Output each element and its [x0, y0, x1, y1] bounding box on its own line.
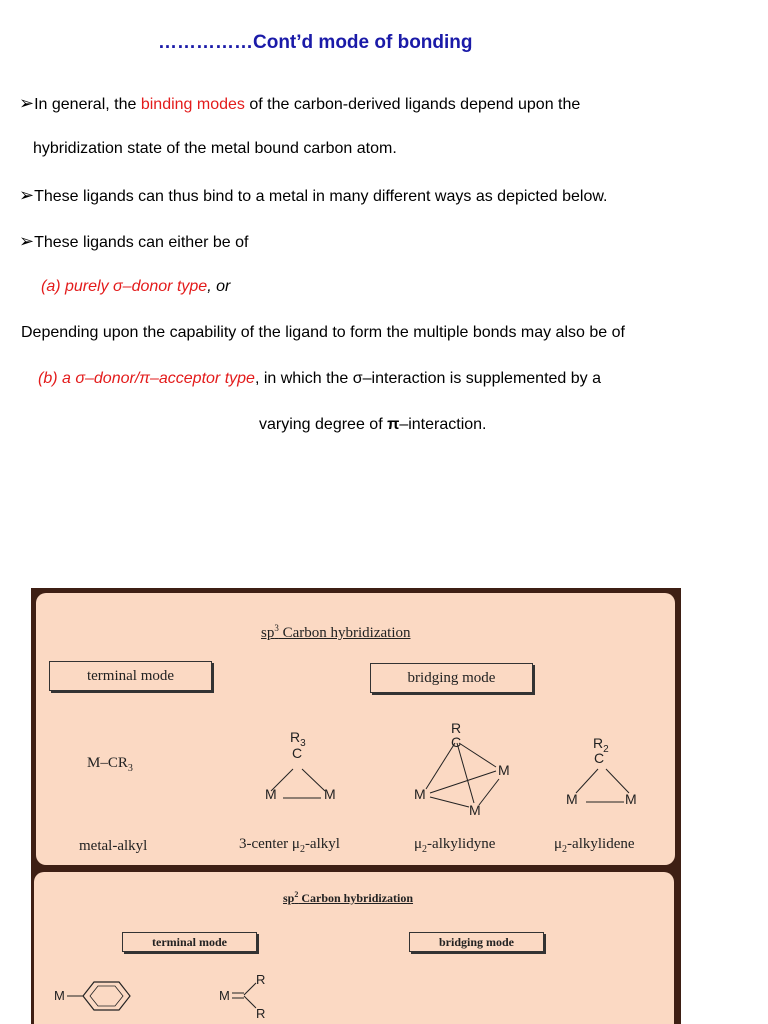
alkylidene-terminal-r-top: R [256, 972, 266, 987]
alkylidene-terminal-r-bottom: R [256, 1006, 266, 1021]
bullet-line-2 [19, 185, 607, 206]
arrow-bullet-icon: ➢ [19, 231, 35, 251]
three-center-m-right: M [324, 786, 336, 802]
sp2-terminal-mode-box: terminal mode [122, 932, 257, 952]
alkylidene-m-left: M [566, 791, 578, 807]
bullet-line-1 [19, 93, 580, 114]
option-a-line [41, 278, 230, 296]
alkylidene-sub: 2 [562, 844, 568, 855]
alkylidyne-pre: μ [414, 836, 423, 852]
r2-sub: 2 [603, 743, 609, 755]
alkylidene-post: -alkylidene [567, 836, 635, 852]
sp2-heading-sp: sp [283, 891, 295, 905]
sp3-heading-sp: sp [261, 625, 275, 641]
sp2-heading-sup: 2 [294, 890, 299, 899]
sp3-heading-rest: Carbon hybridization [278, 625, 411, 641]
option-b-line [38, 370, 601, 388]
caption-metal-alkyl: metal-alkyl [79, 838, 148, 854]
r3-sub: 3 [300, 737, 306, 749]
depending-line: Depending upon the capability of the ligand to form the multiple bonds may also be of [21, 324, 625, 341]
sp2-heading-rest: Carbon hybridization [298, 891, 414, 905]
metal-alkyl-formula-sub: 3 [127, 763, 133, 774]
alkylidene-pre: μ [554, 836, 563, 852]
sp3-heading-sup: 3 [274, 623, 279, 633]
alkylidene-c: C [594, 750, 605, 766]
three-center-pre: 3-center μ [239, 836, 300, 852]
alkylidene-m-right: M [625, 791, 637, 807]
alkylidyne-r: R [451, 720, 462, 736]
arrow-bullet-icon: ➢ [19, 185, 35, 205]
binding-modes-highlight: binding modes [140, 96, 245, 113]
option-a-highlight: (a) purely σ–donor type [41, 278, 208, 295]
page-title: ……………Cont’d mode of bonding [158, 32, 473, 53]
bullet-1-prefix: In general, the [34, 96, 141, 113]
varying-line [259, 416, 487, 434]
three-center-m-left: M [265, 786, 277, 802]
varying-prefix: varying degree of [259, 416, 388, 433]
r3-main: R [290, 729, 301, 745]
alkylidyne-post: -alkylidyne [427, 836, 496, 852]
alkylidyne-m-bottom: M [469, 802, 481, 818]
alkylidene-terminal-m: M [219, 988, 230, 1003]
alkylidyne-m-left: M [414, 786, 426, 802]
sp3-panel [36, 593, 675, 865]
sp3-bridging-mode-box: bridging mode [370, 663, 533, 693]
aryl-m: M [54, 988, 65, 1003]
option-a-suffix: , or [207, 278, 231, 295]
aryl-ring [34, 872, 674, 1024]
option-b-suffix: , in which the σ–interaction is supplemented by a [254, 370, 602, 387]
bullet-3-text: These ligands can either be of [34, 234, 249, 251]
bullet-line-1-continuation: hybridization state of the metal bound carbon atom. [33, 140, 397, 157]
pi-symbol: π [387, 416, 400, 433]
three-center-post: -alkyl [304, 836, 340, 852]
alkylidyne-m-right: M [498, 762, 510, 778]
bullet-2-text: These ligands can thus bind to a metal in many different ways as depicted below. [34, 188, 608, 205]
bonding-modes-figure [31, 588, 681, 1024]
option-b-highlight: (b) a σ–donor/π–acceptor type [38, 370, 255, 387]
alkylidyne-c: C [451, 734, 462, 750]
sp3-terminal-mode-box: terminal mode [49, 661, 212, 691]
metal-alkyl-formula-main: M–CR [87, 755, 128, 771]
r2-main: R [593, 735, 604, 751]
bullet-line-3 [19, 231, 248, 252]
sp2-panel [34, 872, 674, 1024]
bullet-1-suffix: of the carbon-derived ligands depend upon the [244, 96, 581, 113]
three-center-c: C [292, 745, 303, 761]
caption-alkylidyne [414, 836, 495, 855]
varying-suffix: –interaction. [399, 416, 487, 433]
caption-alkylidene [554, 836, 635, 855]
alkylidyne-sub: 2 [422, 844, 428, 855]
three-center-sub: 2 [299, 844, 305, 855]
caption-three-center-alkyl [239, 836, 340, 855]
three-center-alkyl-bonds [36, 593, 675, 865]
sp2-bridging-mode-box: bridging mode [409, 932, 544, 952]
arrow-bullet-icon: ➢ [19, 93, 35, 113]
